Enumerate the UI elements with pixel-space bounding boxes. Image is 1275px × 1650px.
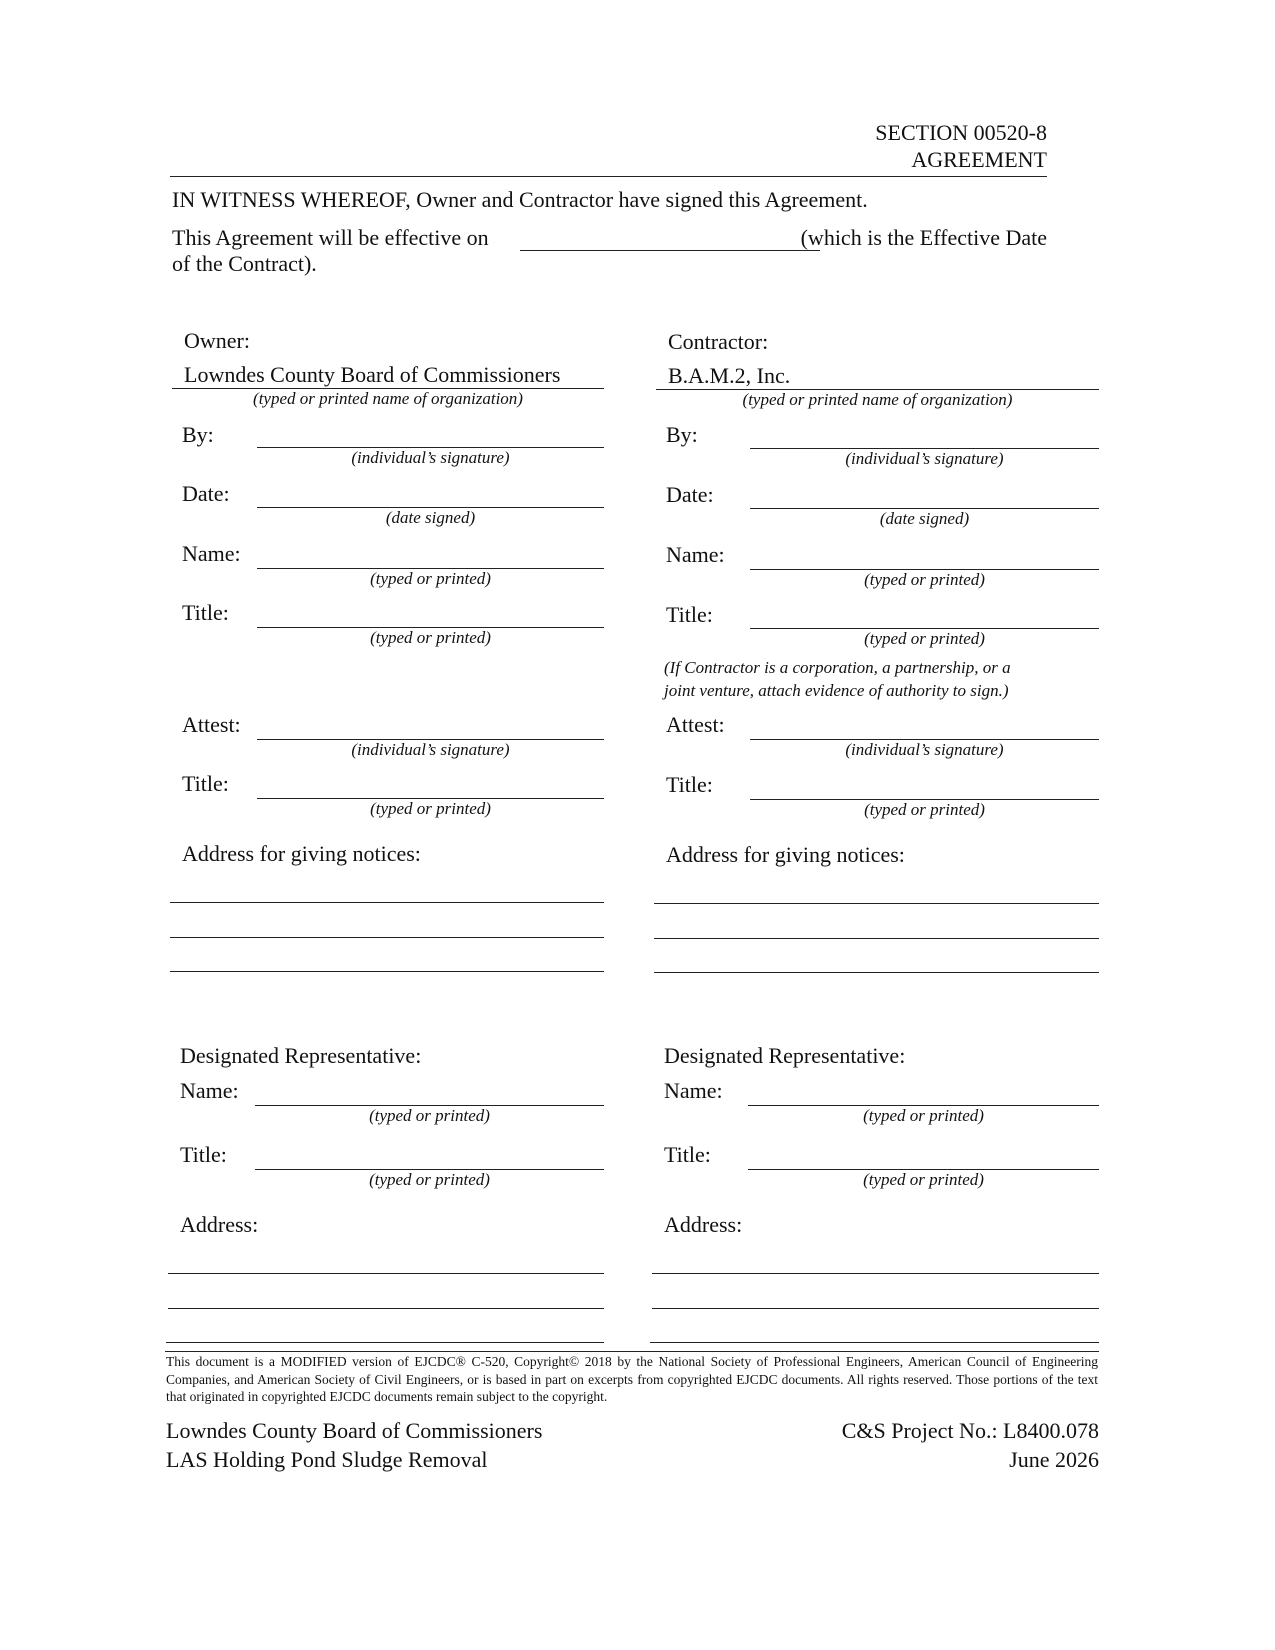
- contractor-attest-title-label: Title:: [666, 772, 713, 797]
- effective-date-field[interactable]: [520, 250, 820, 251]
- contractor-attest-title-caption: (typed or printed): [864, 800, 985, 819]
- owner-attest-title-caption: (typed or printed): [370, 799, 491, 818]
- contractor-rep-address-line-3[interactable]: [650, 1342, 1099, 1343]
- owner-date-label: Date:: [182, 481, 230, 506]
- owner-attest-title-label: Title:: [182, 771, 229, 796]
- owner-notice-address-label: Address for giving notices:: [182, 841, 421, 866]
- contractor-rep-title-label: Title:: [664, 1142, 711, 1167]
- contractor-rep-address-label: Address:: [664, 1212, 743, 1237]
- contractor-org-caption: (typed or printed name of organization): [742, 390, 1013, 409]
- contractor-date-caption: (date signed): [879, 509, 970, 528]
- contractor-by-caption: (individual’s signature): [845, 449, 1004, 468]
- contractor-notice-address-label: Address for giving notices:: [666, 842, 905, 867]
- contractor-notice-address-line-3[interactable]: [654, 972, 1099, 973]
- contractor-heading: Contractor:: [668, 329, 769, 354]
- footer-rule: [165, 1351, 1099, 1352]
- header-rule: [170, 176, 1047, 177]
- effective-text-cont: of the Contract).: [172, 251, 317, 276]
- contractor-title-caption: (typed or printed): [864, 629, 985, 648]
- copyright-notice: This document is a MODIFIED version of EJCDC® C-520, Copyright© 2018 by the National Society of Professional Engineers, American Council of Engineering Companies, and American Society of Civil Engineers, or is based in part on excerpts from copyrighted EJCDC documents. All rights reserved. Those portions of the text that originated in copyrighted EJCDC documents remain subject to the copyright.: [166, 1354, 1098, 1404]
- contractor-title-label: Title:: [666, 602, 713, 627]
- contractor-rep-name-label: Name:: [664, 1078, 723, 1103]
- owner-name-label: Name:: [182, 541, 241, 566]
- owner-title-caption: (typed or printed): [370, 628, 491, 647]
- owner-rep-address-label: Address:: [180, 1212, 259, 1237]
- owner-name-caption: (typed or printed): [370, 569, 491, 588]
- owner-notice-address-line-1[interactable]: [170, 902, 604, 903]
- owner-rep-title-caption: (typed or printed): [369, 1170, 490, 1189]
- contractor-notice-address-line-2[interactable]: [654, 938, 1099, 939]
- owner-rep-name-caption: (typed or printed): [369, 1106, 490, 1125]
- owner-rep-address-line-1[interactable]: [168, 1273, 604, 1274]
- owner-notice-address-line-3[interactable]: [170, 971, 604, 972]
- contractor-attest-caption: (individual’s signature): [845, 740, 1004, 759]
- owner-rep-address-line-2[interactable]: [168, 1308, 604, 1309]
- contractor-attest-label: Attest:: [666, 712, 725, 737]
- owner-rep-heading: Designated Representative:: [180, 1043, 422, 1068]
- contractor-rep-address-line-2[interactable]: [652, 1308, 1099, 1309]
- owner-rep-name-label: Name:: [180, 1078, 239, 1103]
- owner-by-caption: (individual’s signature): [351, 448, 510, 467]
- section-number: SECTION 00520-8: [875, 120, 1047, 145]
- owner-rep-title-label: Title:: [180, 1142, 227, 1167]
- effective-text-end: (which is the Effective Date: [800, 225, 1047, 250]
- footer-owner-name: Lowndes County Board of Commissioners: [166, 1418, 543, 1443]
- owner-rep-address-line-3[interactable]: [166, 1342, 604, 1343]
- owner-notice-address-line-2[interactable]: [170, 937, 604, 938]
- owner-org-caption: (typed or printed name of organization): [253, 389, 523, 408]
- contractor-authority-note-2: joint venture, attach evidence of authority to sign.): [664, 681, 1009, 700]
- footer-date: June 2026: [1009, 1447, 1099, 1472]
- contractor-name-label: Name:: [666, 542, 725, 567]
- contractor-org-name: B.A.M.2, Inc.: [668, 363, 791, 388]
- owner-by-label: By:: [182, 422, 214, 447]
- contractor-rep-address-line-1[interactable]: [652, 1273, 1099, 1274]
- contractor-date-label: Date:: [666, 482, 714, 507]
- contractor-rep-name-caption: (typed or printed): [863, 1106, 984, 1125]
- section-title: AGREEMENT: [911, 147, 1047, 172]
- contractor-authority-note-1: (If Contractor is a corporation, a partnership, or a: [664, 658, 1011, 677]
- contractor-rep-heading: Designated Representative:: [664, 1043, 906, 1068]
- owner-org-name: Lowndes County Board of Commissioners: [184, 362, 561, 387]
- owner-heading: Owner:: [184, 328, 250, 353]
- contractor-rep-title-caption: (typed or printed): [863, 1170, 984, 1189]
- owner-date-caption: (date signed): [385, 508, 476, 527]
- contractor-name-caption: (typed or printed): [864, 570, 985, 589]
- owner-attest-label: Attest:: [182, 712, 241, 737]
- contractor-by-label: By:: [666, 422, 698, 447]
- footer-project-name: LAS Holding Pond Sludge Removal: [166, 1447, 488, 1472]
- owner-title-label: Title:: [182, 600, 229, 625]
- owner-attest-caption: (individual’s signature): [351, 740, 510, 759]
- contractor-notice-address-line-1[interactable]: [654, 903, 1099, 904]
- footer-project-number: C&S Project No.: L8400.078: [841, 1418, 1099, 1443]
- effective-text: This Agreement will be effective on: [172, 225, 489, 250]
- witness-text: IN WITNESS WHEREOF, Owner and Contractor have signed this Agreement.: [172, 187, 868, 212]
